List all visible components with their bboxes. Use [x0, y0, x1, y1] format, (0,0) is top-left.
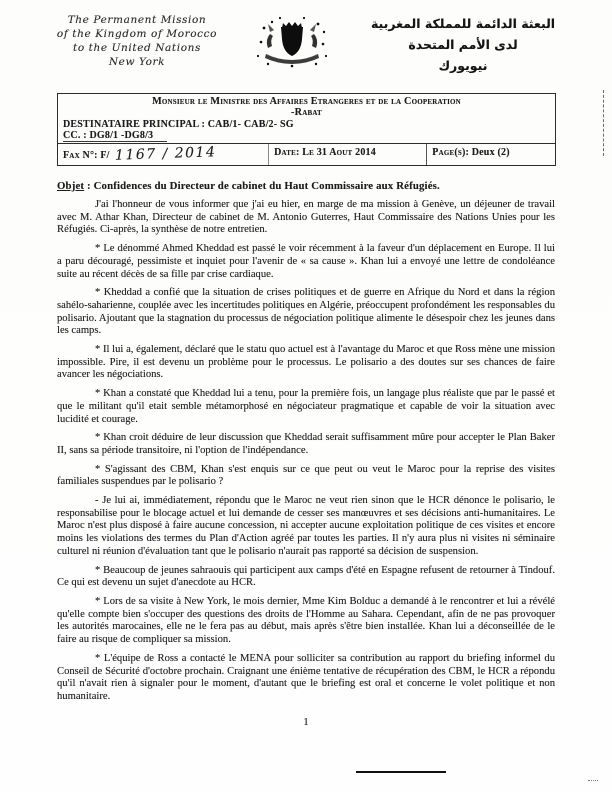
cc-line — [58, 130, 555, 144]
morocco-coat-of-arms-seal — [252, 14, 332, 72]
fax-number-cell — [58, 144, 268, 165]
mission-en-line: New York — [108, 56, 166, 68]
body-paragraph: * S'agissant des CBM, Khan s'est enquis sur ce que peut ou veut le Maroc pour la reprise des visites familiales suspendues par le polisario ? — [57, 463, 555, 488]
destinataire-line: DESTINATAIRE PRINCIPAL : CAB/1- CAB/2- SG — [63, 119, 294, 130]
pages-cell — [426, 144, 555, 165]
page-number: 1 — [303, 715, 309, 728]
routing-table — [57, 93, 556, 166]
mission-title-english — [28, 13, 246, 69]
fax-row — [58, 144, 555, 165]
pages-label: Page(s): — [432, 147, 470, 158]
pages-value: Deux (2) — [471, 147, 510, 158]
letterhead — [0, 0, 612, 76]
body-paragraph: * Khan a constaté que Kheddad lui a tenu, pour la première fois, un langage plus réaliste que par le passé et que le militant qu'il etait semble métamorphosé en négociateur pragmatique et capable de voir la situation avec lucidité et courage. — [57, 388, 555, 425]
body-paragraph: J'ai l'honneur de vous informer que j'ai eu hier, en marge de ma mission à Genève, un déjeuner de travail avec M. Athar Khan, Directeur de cabinet de M. Antonio Guterres, Haut Commissaire des Nations Unies pour les Réfugiés. Ci-après, la synthèse de notre entretien. — [57, 199, 555, 236]
body-paragraph: * L'équipe de Ross a contacté le MENA pour solliciter sa contribution au rapport du briefing informel du Conseil de Sécurité d'octobre prochain. Craignant une énième tentative de récupération des CBM, le HCR a répondu qu'il n'avait rien à signaler pour le moment, d'autant que le briefing est oral et concerne le volet politique et non humanitaire. — [57, 652, 555, 702]
mission-ar-line: لدى الأمم المتحدة — [408, 37, 518, 52]
body-paragraph: * Beaucoup de jeunes sahraouis qui participent aux camps d'été en Espagne refusent de retourner à Tindouf. Ce qui est devenu un sujet d'anecdote au HCR. — [57, 564, 555, 589]
cc-text: CC. : DG8/1 -DG8/3 — [63, 130, 167, 142]
body-paragraph: * Il lui a, également, déclaré que le statu quo actuel est à l'avantage du Maroc et que Ross mène une mission impossible. Pire, il est devenu un problème pour le processus. Le polisario a des doutes sur ses chances de faire avancer les négociations. — [57, 344, 555, 381]
subject-text: : Confidences du Directeur de cabinet du Haut Commissaire aux Réfugiés. — [84, 180, 440, 192]
body-paragraph: * Kheddad a confié que la situation de crises politiques et de guerre en Afrique du Nord et dans la région sahélo-saharienne, couplée avec les incertitudes politiques en Algérie, préoccupent profondément les responsables du polisario. Ajoutant que la stagnation du processus de négociation politique alimente le désespoir chez les jeunes dans les camps. — [57, 287, 555, 337]
mission-en-line: to the United Nations — [73, 42, 201, 54]
mission-ar-line: نيويورك — [438, 58, 488, 73]
scan-artifact-line — [356, 771, 446, 773]
body-paragraph: - Je lui ai, immédiatement, répondu que le Maroc ne veut rien sinon que le HCR dénonce le polisario, le responsabilise pour le blocage actuel et lui demande de cesser ses manœuvres et ses décisions anti-humanitaires. Le Maroc n'est plus disposé à faire aucune concession, ni accepter aucune exploitation politique de ces visites et encore moins les violations des termes du Plan d'Action agréé par toutes les parties. Il n'y aura plus ni visites ni séminaire culturel ni réunion d'évaluation tant que le polisario n'aurait pas rapporté sa décision de suspension. — [57, 495, 555, 557]
mission-ar-line: البعثة الدائمة للمملكة المغربية — [370, 16, 556, 31]
scan-artifact-dot — [588, 780, 598, 781]
scan-artifact-edge — [603, 90, 604, 156]
mission-en-line: The Permanent Mission — [67, 14, 207, 26]
body-paragraph: * Lors de sa visite à New York, le mois dernier, Mme Kim Bolduc a demandé à le rencontrer et lui a révélé qu'elle compte bien s'occuper des questions des droits de l'Homme au Sahara. Cependant, afin de ne pas provoquer les autorités marocaines, elle ne le fera pas au début, mais après s'être bien installée. Khan lui a déconseillée de le faire au risque de compliquer sa mission. — [57, 595, 555, 646]
body-paragraph: * Khan croit déduire de leur discussion que Kheddad serait suffisamment mûre pour accepter le Plan Baker II, sans sa période transitoire, ni l'option de l'indépendance. — [57, 432, 555, 456]
mission-title-arabic — [338, 13, 588, 76]
mission-en-line: of the Kingdom of Morocco — [56, 28, 218, 40]
recipient-city: -Rabat — [291, 107, 322, 118]
subject-line — [57, 180, 555, 192]
recipient-line: Monsieur le Ministre des Affaires Etrangeres et de la Cooperation — [152, 96, 461, 107]
letter-body — [57, 199, 555, 704]
body-paragraph: * Le dénommé Ahmed Kheddad est passé le voir récemment à la faveur d'un déplacement en Europe. Il lui a paru découragé, pessimiste et inquiet pour l'avenir de « sa cause ». Khan lui a envoyé une lettre de condoléance suite au récent décès de sa fille par crise cardiaque. — [57, 243, 555, 280]
fax-label: Fax N°: F/ — [63, 150, 110, 161]
fax-number-handwritten: 1167 / 2014 — [114, 144, 217, 164]
subject-label: Objet — [57, 180, 85, 192]
seal-container — [246, 13, 338, 72]
date-cell: Date: Le 31 Aout 2014 — [268, 144, 426, 165]
